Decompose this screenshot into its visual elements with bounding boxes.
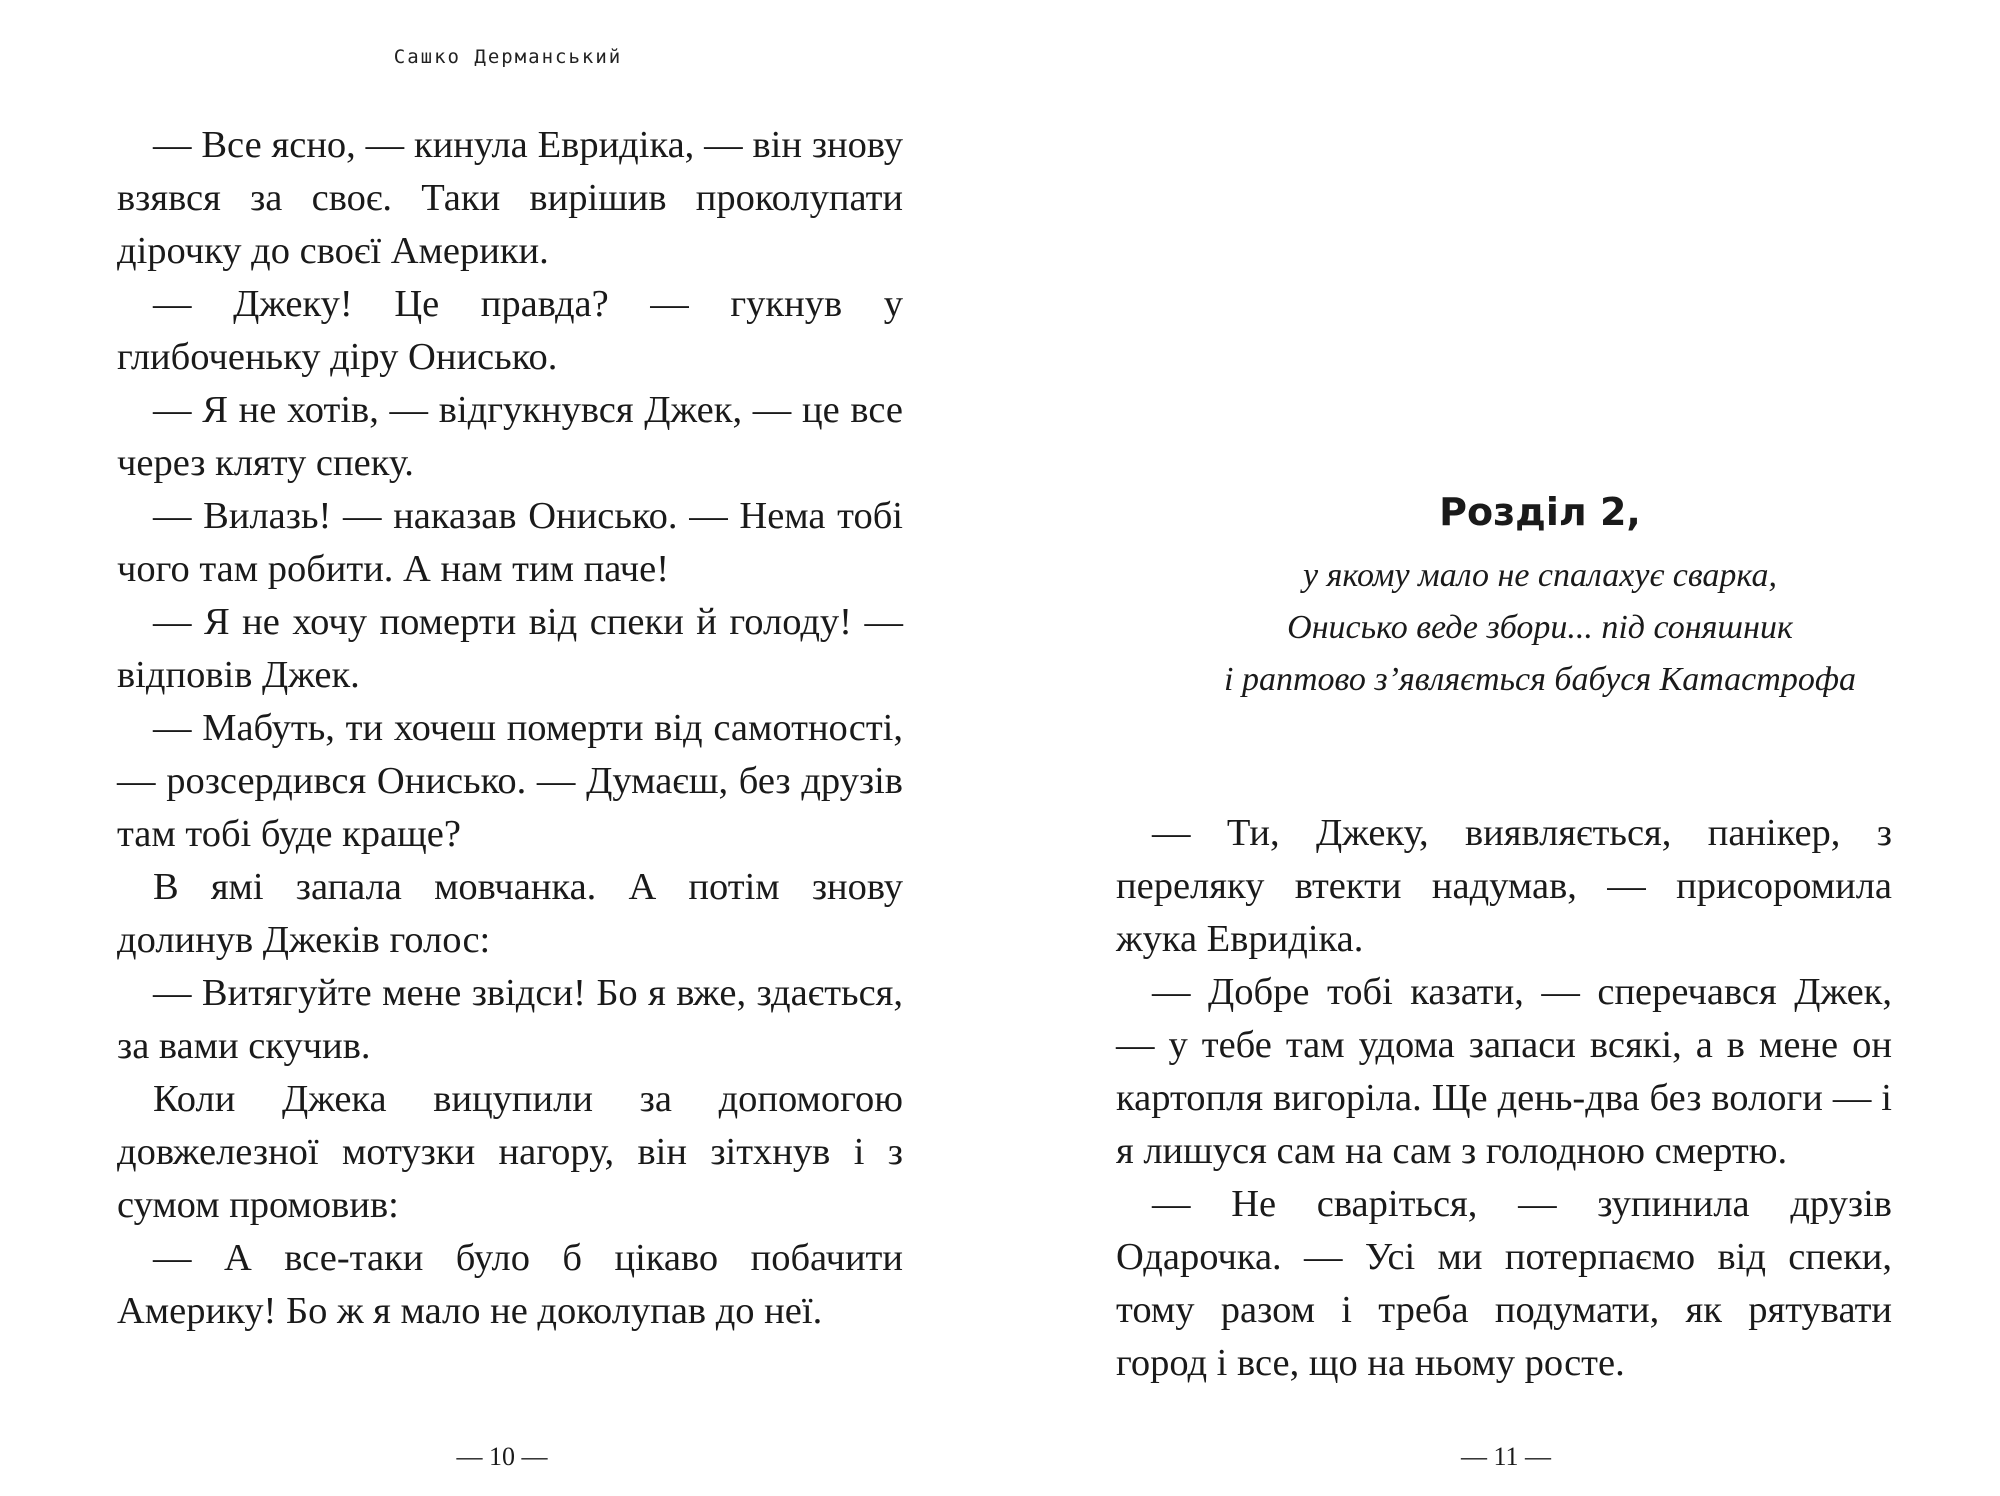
paragraph: — Не сваріться, — зупинила друзів Одарочка. — Усі ми потерпаємо від спеки, тому разом і треба подумати, як рятувати город і все, що на ньому росте. bbox=[1116, 1183, 1892, 1384]
running-header-author: Сашко Дерманський bbox=[393, 46, 623, 68]
paragraph: — Все ясно, — кинула Евридіка, — він знову взявся за своє. Таки вирішив проколупати дірочку до своєї Америки. bbox=[117, 124, 903, 272]
chapter-subtitle-line: і раптово з’являється бабуся Катастрофа bbox=[1224, 661, 1856, 698]
paragraph: В ямі запала мовчанка. А потім знову долинув Джеків голос: bbox=[117, 866, 903, 961]
paragraph: — Я не хотів, — відгукнувся Джек, — це все через кляту спеку. bbox=[117, 389, 903, 484]
paragraph: — Я не хочу померти від спеки й голоду! — відповів Джек. bbox=[117, 601, 903, 696]
right-page bbox=[1000, 0, 2000, 1496]
left-page-text bbox=[117, 119, 903, 1338]
paragraph: — Добре тобі казати, — сперечався Джек, — у тебе там удома запаси всякі, а в мене он картопля вигоріла. Ще день-два без вологи — і я лишуся сам на сам з голодною смертю. bbox=[1116, 971, 1892, 1172]
chapter-subtitle-line: Онисько веде збори... під соняшник bbox=[1287, 609, 1793, 646]
page-number-left: — 10 — bbox=[456, 1442, 548, 1471]
chapter-subtitle-line: у якому мало не спалахує сварка, bbox=[1303, 557, 1777, 594]
paragraph: — Ти, Джеку, виявляється, панікер, з переляку втекти надумав, — присоромила жука Евридіка. bbox=[1116, 812, 1892, 960]
paragraph: — Мабуть, ти хочеш померти від самотності, — розсердився Онисько. — Думаєш, без друзів там тобі буде краще? bbox=[117, 707, 903, 855]
paragraph: Коли Джека вицупили за допомогою довжелезної мотузки нагору, він зітхнув і з сумом промовив: bbox=[117, 1078, 903, 1226]
page-number-right: — 11 — bbox=[1460, 1442, 1552, 1471]
paragraph: — Джеку! Це правда? — гукнув у глибоченьку діру Онисько. bbox=[117, 283, 903, 378]
chapter-title: Розділ 2, bbox=[1439, 490, 1641, 534]
paragraph: — Вилазь! — наказав Онисько. — Нема тобі чого там робити. А нам тим паче! bbox=[117, 495, 903, 590]
chapter-subtitle bbox=[1000, 550, 2000, 706]
right-page-text bbox=[1116, 807, 1892, 1390]
paragraph: — Витягуйте мене звідси! Бо я вже, здається, за вами скучив. bbox=[117, 972, 903, 1067]
paragraph: — А все-таки було б цікаво побачити Америку! Бо ж я мало не доколупав до неї. bbox=[117, 1237, 903, 1332]
